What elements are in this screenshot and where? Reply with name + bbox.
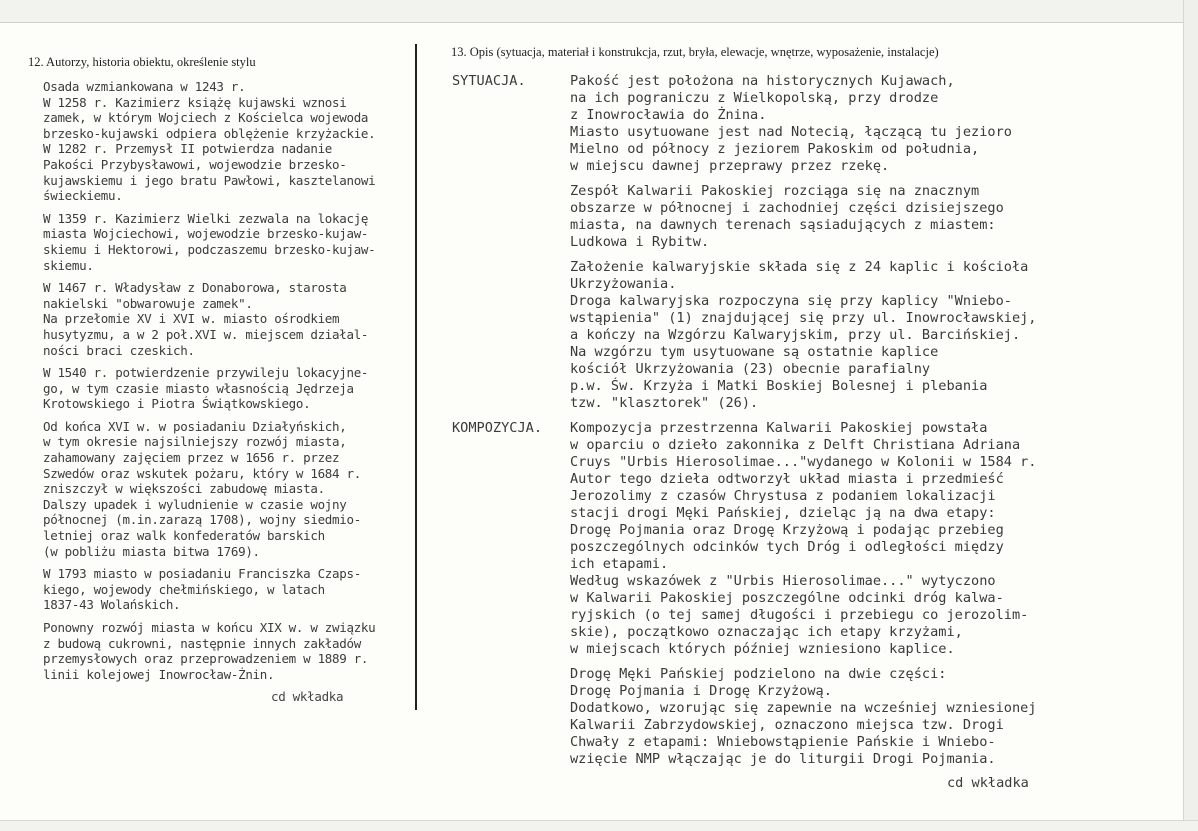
history-paragraph-1: Osada wzmiankowana w 1243 r. W 1258 r. Kazimierz książę kujawski wznosi zamek, w którym Wojciech z Kościelca wojewoda brzesko-kujawski odpiera oblężenie krzyżackie. W 1282 r. Przemysł II potwierdza nadanie Pakości Przybysławowi, wojewodzie brzesko- kujawskiemu i jego bratu Pawłowi, kasztelanowi świeckiemu. [43, 79, 376, 204]
section-kompozycja [452, 420, 1182, 776]
kompozycja-paragraph-2: Drogę Męki Pańskiej podzielono na dwie części: Drogę Pojmania i Drogę Krzyżową. Dodatkowo, wzorując się zapewnie na wcześniej wzniesionej Kalwarii Zabrzydowskiej, oznaczono miejsca tzw. Drogi Chwały z etapami: Wniebowstąpienie Pańskie i Wniebo- wzięcie NMP włączając je do liturgii Drogi Pojmania. [570, 666, 1037, 767]
history-paragraph-7: Ponowny rozwój miasta w końcu XIX w. w związku z budową cukrowni, następnie innych zakładów przemysłowych oraz przeprowadzeniem w 1889 r. linii kolejowej Inowrocław-Żnin. [43, 620, 376, 682]
description-column [452, 73, 1182, 776]
section-sytuacja [452, 73, 1182, 420]
right-continuation-note: cd wkładka [947, 775, 1029, 791]
sytuacja-paragraph-1: Pakość jest położona na historycznych Kujawach, na ich pograniczu z Wielkopolską, przy drodze z Inowrocławia do Żnina. Miasto usytuowane jest nad Notecią, łączącą tu jezioro Mielno od północy z jeziorem Pakoskim od południa, w miejscu dawnej przeprawy przez rzekę. [570, 73, 1012, 174]
left-section-header: 12. Autorzy, historia obiektu, określenie stylu [28, 55, 256, 69]
history-paragraph-2: W 1359 r. Kazimierz Wielki zezwala na lokację miasta Wojciechowi, wojewodzie brzesko-kujaw- skiemu i Hektorowi, podczaszemu brzesko-kujaw- skiemu. [43, 210, 376, 273]
scan-border-right [1183, 0, 1198, 831]
sytuacja-paragraph-3: Założenie kalwaryjskie składa się z 24 kaplic i kościoła Ukrzyżowania. Droga kalwaryjska rozpoczyna się przy kaplicy "Wniebo- wstąpienia" (1) znajdującej się przy ul. Inowrocławskiej, a kończy na Wzgórzu Kalwaryjskim, przy ul. Barcińskiej. Na wzgórzu tym usytuowane są ostatnie kaplice kościół Ukrzyżowania (23) obecnie parafialny p.w. Św. Krzyża i Matki Boskiej Bolesnej i plebania tzw. "klasztorek" (26). [570, 259, 1037, 411]
history-column [43, 79, 433, 705]
scan-border-top [0, 0, 1198, 23]
history-paragraph-4: W 1540 r. potwierdzenie przywileju lokacyjne- go, w tym czasie miasto własnością Jędrzeja Krotowskiego i Piotra Świątkowskiego. [43, 365, 369, 412]
left-continuation-note: cd wkładka [271, 689, 344, 705]
history-paragraph-5: Od końca XVI w. w posiadaniu Działyńskich, w tym okresie najsilniejszy rozwój miasta, zahamowany zajęciem przez w 1656 r. przez Szwedów oraz wskutek pożaru, który w 1684 r. zniszczył w większości zabudowę miasta. Dalszy upadek i wyludnienie w czasie wojny północnej (m.in.zarazą 1708), wojny siedmio- letniej oraz walk konfederatów barskich (w pobliżu miasta bitwa 1769). [43, 418, 361, 559]
section-label: SYTUACJA. [452, 73, 526, 89]
sytuacja-paragraph-2: Zespół Kalwarii Pakoskiej rozciąga się na znacznym obszarze w północnej i zachodniej części dzisiejszego miasta, na dawnych terenach sąsiadujących z miastem: Ludkowa i Rybitw. [570, 183, 1004, 250]
right-section-header: 13. Opis (sytuacja, materiał i konstrukcja, rzut, bryła, elewacje, wnętrze, wyposażenie, instalacje) [451, 45, 939, 59]
section-label: KOMPOZYCJA. [452, 420, 543, 436]
history-paragraph-6: W 1793 miasto w posiadaniu Franciszka Czaps- kiego, wojewody chełmińskiego, w latach 1837-43 Wolańskich. [43, 566, 361, 613]
kompozycja-paragraph-1: Kompozycja przestrzenna Kalwarii Pakoskiej powstała w oparciu o dzieło zakonnika z Delft Christiana Adriana Cruys "Urbis Hierosolimae..."wydanego w Kolonii w 1584 r. Autor tego dzieła odtworzył układ miasta i przedmieść Jerozolimy z czasów Chrystusa z podaniem lokalizacji stacji drogi Męki Pańskiej, dzieląc ją na dwa etapy: Drogę Pojmania oraz Drogę Krzyżową i podając przebieg poszczególnych odcinków tych Dróg i odległości między ich etapami. Według wskazówek z "Urbis Hierosolimae..." wytyczono w Kalwarii Pakoskiej poszczególne odcinki dróg kalwa- ryjskich (o tej samej długości i przebiegu co jerozolim- skie), początkowo oznaczając ich etapy krzyżami, w miejscach których później wzniesiono kaplice. [570, 420, 1037, 657]
history-paragraph-3: W 1467 r. Władysław z Donaborowa, starosta nakielski "obwarowuje zamek". Na przełomie XV i XVI w. miasto ośrodkiem husytyzmu, a w 2 poł.XVI w. miejscem działal- ności braci czeskich. [43, 280, 369, 358]
scan-border-bottom [0, 820, 1198, 831]
